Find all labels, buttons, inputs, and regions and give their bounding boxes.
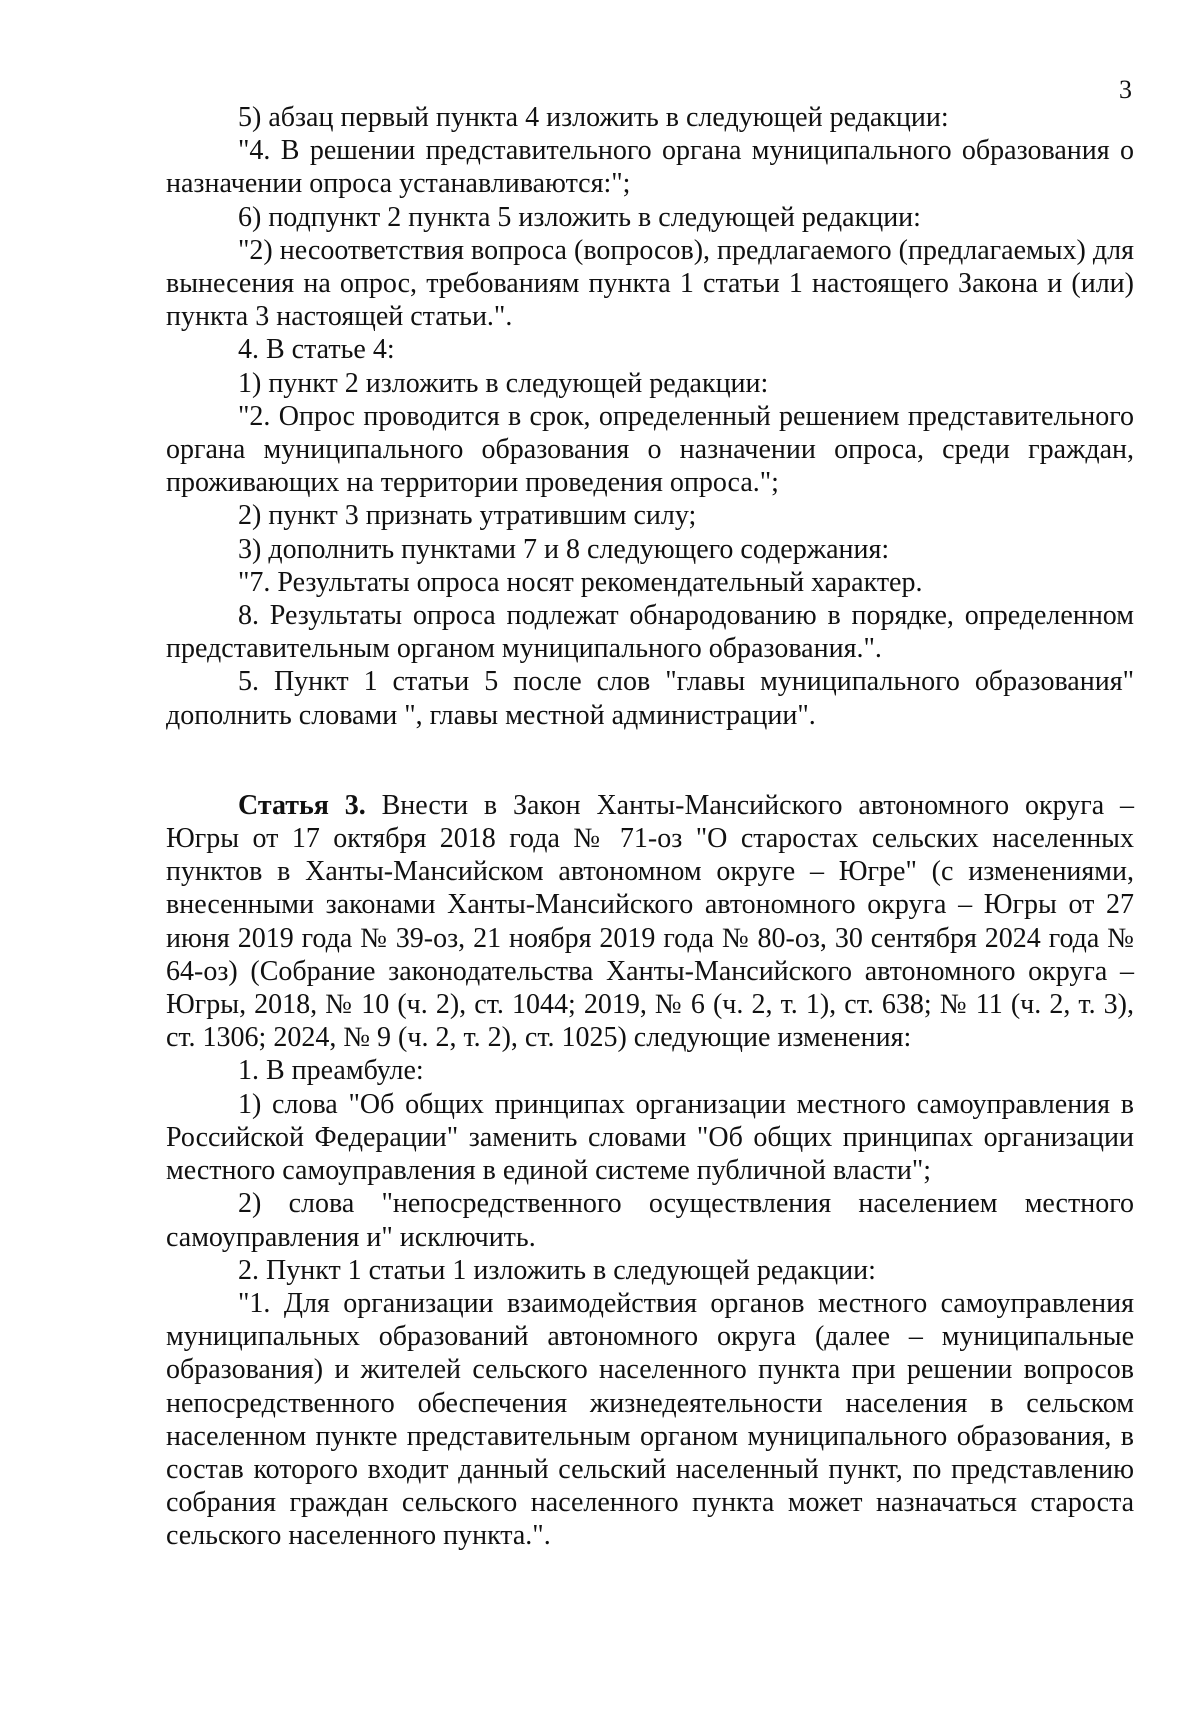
article-3-preamble-heading: 1. В преамбуле: <box>238 1055 424 1087</box>
paragraph-quote-7: "7. Результаты опроса носят рекомендательный характер. <box>238 566 923 598</box>
article-3-quote-1: "1. Для организации взаимодействия органов местного самоуправления муниципальных образований автономного округа (далее – муниципальные образования) и жителей сельского населенного пункта при решении вопросов непосредственного обеспечения жизнедеятельности населения в сельском населенном пункте представительным органом муниципального образования, в состав которого входит данный сельский населенный пункт, по представлению собрания граждан сельского населенного пункта может назначаться староста сельского населенного пункта.". <box>166 1287 1134 1552</box>
paragraph-amend-5: 5) абзац первый пункта 4 изложить в следующей редакции: <box>238 102 949 133</box>
document-body <box>166 101 1134 1553</box>
paragraph-quote-4: "4. В решении представительного органа муниципального образования о назначении опроса устанавливаются:"; <box>166 135 1134 200</box>
article-3-text: Внести в Закон Ханты-Мансийского автономного округа – Югры от 17 октября 2018 года № 71-оз "О старостах сельских населенных пунктов в Ханты-Мансийском автономном округе – Югре" (с изменениями, внесенными законами Ханты-Мансийского автономного округа – Югры от 27 июня 2019 года № 39-оз, 21 ноября 2019 года № 80-оз, 30 сентября 2024 года № 64-оз) (Собрание законодательства Ханты-Мансийского автономного округа – Югры, 2018, № 10 (ч. 2), ст. 1044; 2019, № 6 (ч. 2, т. 1), ст. 638; № 11 (ч. 2, т. 3), ст. 1306; 2024, № 9 (ч. 2, т. 2), ст. 1025) следующие изменения: <box>166 789 1134 1054</box>
paragraph-article-4-heading: 4. В статье 4: <box>238 334 395 366</box>
article-3-item-2: 2. Пункт 1 статьи 1 изложить в следующей редакции: <box>238 1254 876 1286</box>
paragraph-article-5-item: 5. Пункт 1 статьи 5 после слов "главы муниципального образования" дополнить словами ", главы местной администрации". <box>166 666 1134 731</box>
paragraph-quote-8: 8. Результаты опроса подлежат обнародованию в порядке, определенном представительным органом муниципального образования.". <box>166 600 1134 665</box>
paragraph-quote-2: "2) несоответствия вопроса (вопросов), предлагаемого (предлагаемых) для вынесения на опрос, требованиям пункта 1 статьи 1 настоящего Закона и (или) пункта 3 настоящей статьи.". <box>166 234 1134 333</box>
paragraph-amend-6: 6) подпункт 2 пункта 5 изложить в следующей редакции: <box>238 201 921 233</box>
paragraph-quote-survey: "2. Опрос проводится в срок, определенный решением представительного органа муниципального образования о назначении опроса, среди граждан, проживающих на территории проведения опроса."; <box>166 400 1134 499</box>
article-3-preamble-item-1: 1) слова "Об общих принципах организации местного самоуправления в Российской Федерации" заменить словами "Об общих принципах организации местного самоуправления в единой системе публичной власти"; <box>166 1088 1134 1187</box>
paragraph-article-4-item-2: 2) пункт 3 признать утратившим силу; <box>238 500 697 532</box>
paragraph-article-4-item-3: 3) дополнить пунктами 7 и 8 следующего содержания: <box>238 533 890 565</box>
article-3-preamble-item-2: 2) слова "непосредственного осуществления населением местного самоуправления и" исключить. <box>166 1188 1134 1253</box>
page-number: 3 <box>1119 75 1132 104</box>
article-3-paragraph <box>166 789 1134 1055</box>
paragraph-article-4-item-1: 1) пункт 2 изложить в следующей редакции: <box>238 367 769 399</box>
article-3-label: Статья 3. <box>238 789 366 821</box>
